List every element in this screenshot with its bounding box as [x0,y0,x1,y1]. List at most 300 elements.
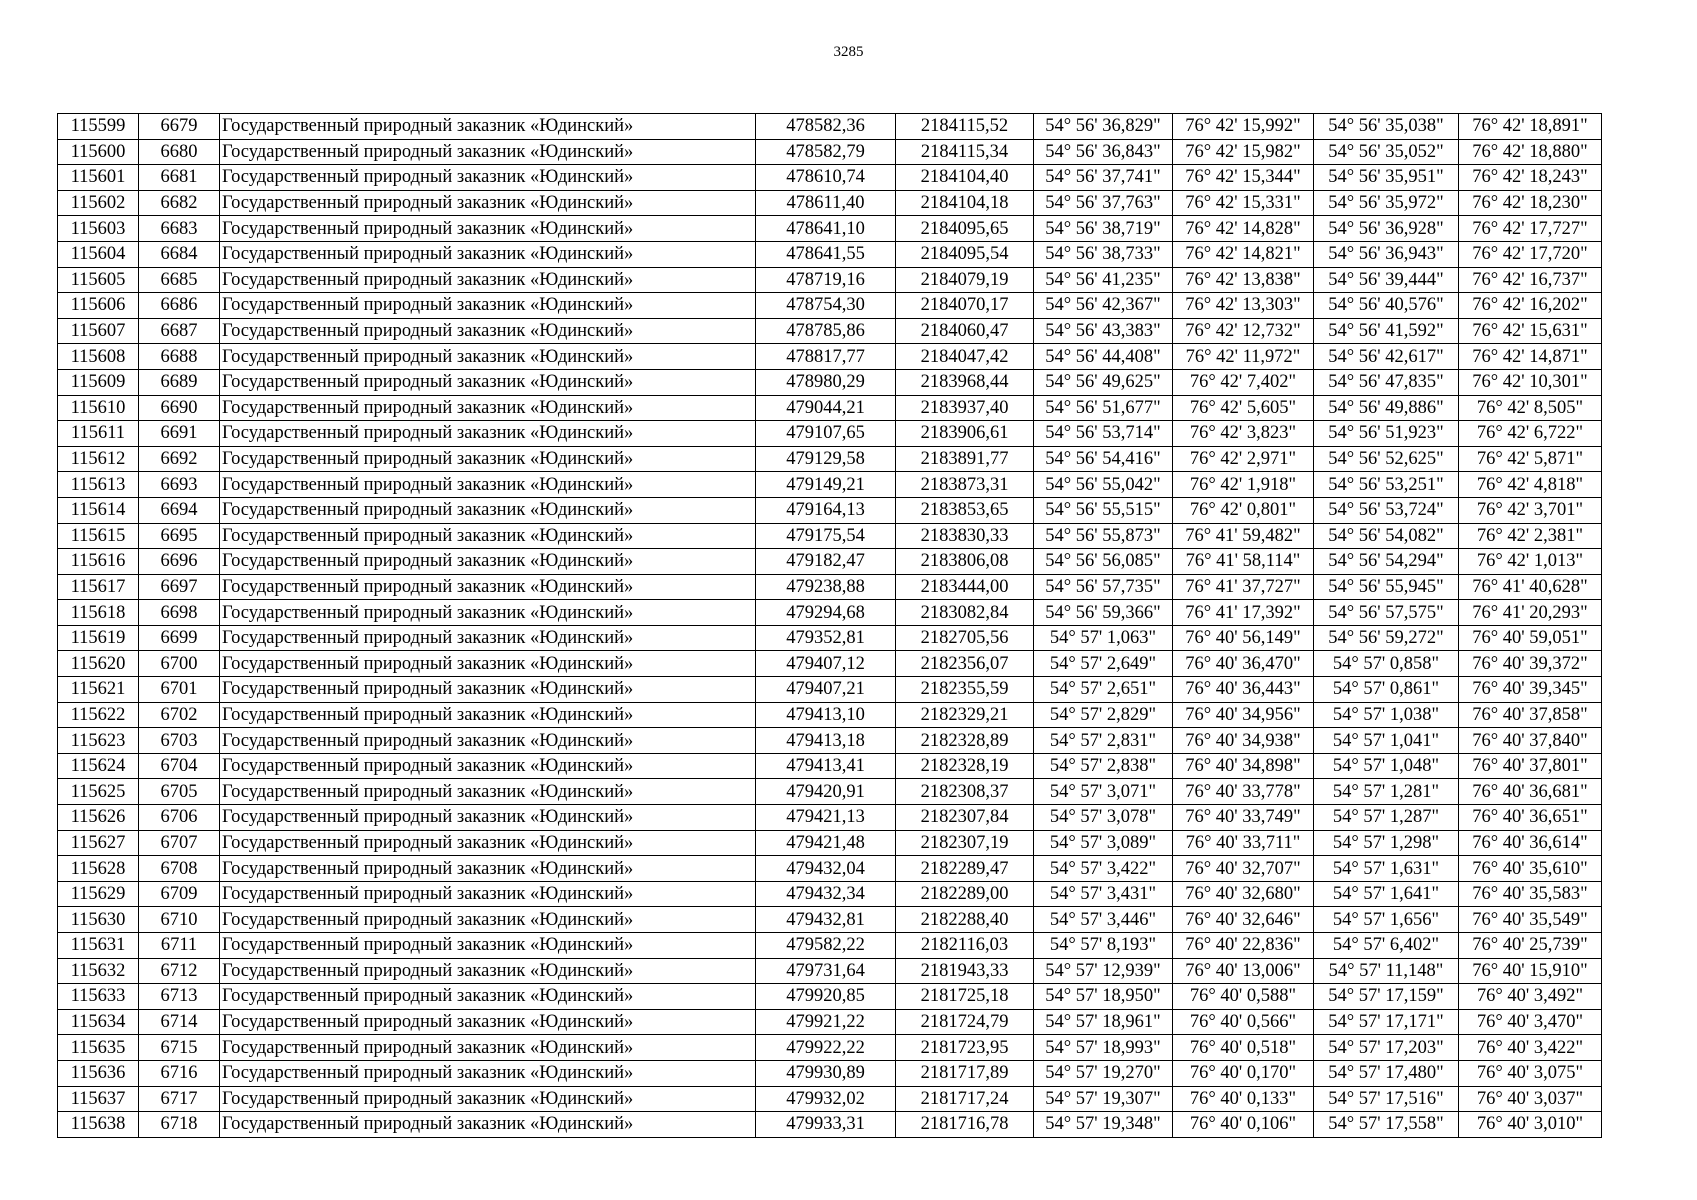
latitude-2-cell: 54° 56' 57,575" [1314,600,1459,626]
x-coordinate-cell: 478817,77 [756,344,896,370]
table-row [58,933,1602,959]
table-row [58,958,1602,984]
y-coordinate-cell: 2183853,65 [896,497,1034,523]
point-number-cell: 6715 [139,1035,220,1061]
longitude-1-cell: 76° 40' 33,778" [1173,779,1314,805]
row-id-cell: 115617 [58,574,139,600]
latitude-2-cell: 54° 56' 36,928" [1314,216,1459,242]
latitude-2-cell: 54° 57' 1,281" [1314,779,1459,805]
latitude-1-cell: 54° 56' 41,235" [1034,267,1173,293]
point-number-cell: 6685 [139,267,220,293]
longitude-1-cell: 76° 42' 15,992" [1173,114,1314,140]
longitude-1-cell: 76° 40' 34,956" [1173,702,1314,728]
latitude-1-cell: 54° 57' 3,071" [1034,779,1173,805]
point-number-cell: 6690 [139,395,220,421]
row-id-cell: 115602 [58,190,139,216]
row-id-cell: 115633 [58,984,139,1010]
latitude-2-cell: 54° 57' 1,038" [1314,702,1459,728]
row-id-cell: 115632 [58,958,139,984]
y-coordinate-cell: 2181717,89 [896,1060,1034,1086]
longitude-1-cell: 76° 42' 0,801" [1173,497,1314,523]
longitude-2-cell: 76° 42' 16,737" [1459,267,1602,293]
longitude-1-cell: 76° 42' 15,331" [1173,190,1314,216]
zone-name-cell: Государственный природный заказник «Юдинский» [220,165,756,191]
latitude-2-cell: 54° 57' 17,558" [1314,1112,1459,1138]
row-id-cell: 115616 [58,549,139,575]
y-coordinate-cell: 2183937,40 [896,395,1034,421]
latitude-1-cell: 54° 56' 42,367" [1034,293,1173,319]
table-row [58,497,1602,523]
zone-name-cell: Государственный природный заказник «Юдинский» [220,114,756,140]
point-number-cell: 6682 [139,190,220,216]
latitude-1-cell: 54° 56' 53,714" [1034,421,1173,447]
longitude-2-cell: 76° 42' 3,701" [1459,497,1602,523]
x-coordinate-cell: 479044,21 [756,395,896,421]
x-coordinate-cell: 479182,47 [756,549,896,575]
y-coordinate-cell: 2182307,84 [896,805,1034,831]
zone-name-cell: Государственный природный заказник «Юдинский» [220,1035,756,1061]
row-id-cell: 115604 [58,241,139,267]
row-id-cell: 115636 [58,1060,139,1086]
longitude-2-cell: 76° 40' 37,858" [1459,702,1602,728]
longitude-2-cell: 76° 40' 3,037" [1459,1086,1602,1112]
latitude-1-cell: 54° 56' 36,843" [1034,139,1173,165]
longitude-2-cell: 76° 40' 3,470" [1459,1009,1602,1035]
row-id-cell: 115603 [58,216,139,242]
latitude-2-cell: 54° 56' 39,444" [1314,267,1459,293]
table-row [58,241,1602,267]
latitude-2-cell: 54° 57' 1,287" [1314,805,1459,831]
row-id-cell: 115625 [58,779,139,805]
longitude-2-cell: 76° 42' 18,891" [1459,114,1602,140]
zone-name-cell: Государственный природный заказник «Юдинский» [220,216,756,242]
latitude-2-cell: 54° 56' 36,943" [1314,241,1459,267]
longitude-1-cell: 76° 40' 0,106" [1173,1112,1314,1138]
latitude-2-cell: 54° 56' 59,272" [1314,625,1459,651]
zone-name-cell: Государственный природный заказник «Юдинский» [220,933,756,959]
latitude-2-cell: 54° 56' 35,038" [1314,114,1459,140]
latitude-2-cell: 54° 56' 35,052" [1314,139,1459,165]
zone-name-cell: Государственный природный заказник «Юдинский» [220,753,756,779]
latitude-2-cell: 54° 56' 41,592" [1314,318,1459,344]
latitude-2-cell: 54° 57' 0,861" [1314,677,1459,703]
zone-name-cell: Государственный природный заказник «Юдинский» [220,600,756,626]
latitude-1-cell: 54° 57' 19,270" [1034,1060,1173,1086]
row-id-cell: 115629 [58,881,139,907]
table-row [58,753,1602,779]
latitude-1-cell: 54° 56' 55,042" [1034,472,1173,498]
latitude-2-cell: 54° 57' 17,171" [1314,1009,1459,1035]
zone-name-cell: Государственный природный заказник «Юдинский» [220,369,756,395]
table-row [58,625,1602,651]
y-coordinate-cell: 2183444,00 [896,574,1034,600]
longitude-1-cell: 76° 42' 14,828" [1173,216,1314,242]
latitude-1-cell: 54° 56' 38,719" [1034,216,1173,242]
longitude-2-cell: 76° 40' 36,681" [1459,779,1602,805]
row-id-cell: 115600 [58,139,139,165]
latitude-1-cell: 54° 57' 19,307" [1034,1086,1173,1112]
zone-name-cell: Государственный природный заказник «Юдинский» [220,1112,756,1138]
latitude-2-cell: 54° 56' 53,724" [1314,497,1459,523]
table-row [58,165,1602,191]
longitude-1-cell: 76° 40' 22,836" [1173,933,1314,959]
x-coordinate-cell: 479413,10 [756,702,896,728]
zone-name-cell: Государственный природный заказник «Юдинский» [220,523,756,549]
x-coordinate-cell: 479921,22 [756,1009,896,1035]
longitude-1-cell: 76° 40' 32,680" [1173,881,1314,907]
zone-name-cell: Государственный природный заказник «Юдинский» [220,805,756,831]
table-row [58,114,1602,140]
y-coordinate-cell: 2182328,19 [896,753,1034,779]
table-row [58,216,1602,242]
zone-name-cell: Государственный природный заказник «Юдинский» [220,267,756,293]
zone-name-cell: Государственный природный заказник «Юдинский» [220,241,756,267]
y-coordinate-cell: 2183082,84 [896,600,1034,626]
latitude-2-cell: 54° 57' 1,631" [1314,856,1459,882]
table-row [58,805,1602,831]
point-number-cell: 6711 [139,933,220,959]
longitude-1-cell: 76° 42' 12,732" [1173,318,1314,344]
longitude-1-cell: 76° 42' 7,402" [1173,369,1314,395]
longitude-1-cell: 76° 40' 36,470" [1173,651,1314,677]
row-id-cell: 115599 [58,114,139,140]
x-coordinate-cell: 479421,48 [756,830,896,856]
x-coordinate-cell: 478980,29 [756,369,896,395]
x-coordinate-cell: 479432,04 [756,856,896,882]
longitude-1-cell: 76° 42' 1,918" [1173,472,1314,498]
longitude-2-cell: 76° 42' 6,722" [1459,421,1602,447]
point-number-cell: 6683 [139,216,220,242]
x-coordinate-cell: 478641,55 [756,241,896,267]
latitude-1-cell: 54° 57' 19,348" [1034,1112,1173,1138]
y-coordinate-cell: 2182356,07 [896,651,1034,677]
table-row [58,600,1602,626]
x-coordinate-cell: 479932,02 [756,1086,896,1112]
zone-name-cell: Государственный природный заказник «Юдинский» [220,446,756,472]
table-row [58,139,1602,165]
latitude-2-cell: 54° 56' 35,972" [1314,190,1459,216]
table-row [58,267,1602,293]
table-row [58,984,1602,1010]
longitude-2-cell: 76° 42' 18,230" [1459,190,1602,216]
latitude-2-cell: 54° 56' 51,923" [1314,421,1459,447]
y-coordinate-cell: 2183968,44 [896,369,1034,395]
row-id-cell: 115612 [58,446,139,472]
latitude-1-cell: 54° 57' 3,446" [1034,907,1173,933]
table-row [58,293,1602,319]
zone-name-cell: Государственный природный заказник «Юдинский» [220,139,756,165]
point-number-cell: 6693 [139,472,220,498]
table-body [58,114,1602,1138]
point-number-cell: 6716 [139,1060,220,1086]
row-id-cell: 115638 [58,1112,139,1138]
latitude-1-cell: 54° 56' 37,741" [1034,165,1173,191]
longitude-2-cell: 76° 40' 36,614" [1459,830,1602,856]
latitude-2-cell: 54° 56' 35,951" [1314,165,1459,191]
longitude-2-cell: 76° 40' 15,910" [1459,958,1602,984]
latitude-1-cell: 54° 56' 44,408" [1034,344,1173,370]
row-id-cell: 115606 [58,293,139,319]
point-number-cell: 6699 [139,625,220,651]
point-number-cell: 6694 [139,497,220,523]
table-row [58,574,1602,600]
x-coordinate-cell: 478719,16 [756,267,896,293]
zone-name-cell: Государственный природный заказник «Юдинский» [220,1009,756,1035]
latitude-2-cell: 54° 57' 1,656" [1314,907,1459,933]
point-number-cell: 6714 [139,1009,220,1035]
table-row [58,779,1602,805]
table-row [58,472,1602,498]
row-id-cell: 115614 [58,497,139,523]
zone-name-cell: Государственный природный заказник «Юдинский» [220,651,756,677]
y-coordinate-cell: 2181716,78 [896,1112,1034,1138]
y-coordinate-cell: 2182116,03 [896,933,1034,959]
x-coordinate-cell: 479294,68 [756,600,896,626]
longitude-1-cell: 76° 42' 14,821" [1173,241,1314,267]
longitude-1-cell: 76° 40' 0,588" [1173,984,1314,1010]
longitude-2-cell: 76° 42' 4,818" [1459,472,1602,498]
longitude-2-cell: 76° 40' 35,583" [1459,881,1602,907]
longitude-2-cell: 76° 41' 40,628" [1459,574,1602,600]
longitude-1-cell: 76° 41' 59,482" [1173,523,1314,549]
y-coordinate-cell: 2183873,31 [896,472,1034,498]
table-row [58,549,1602,575]
x-coordinate-cell: 479407,21 [756,677,896,703]
table-row [58,702,1602,728]
longitude-1-cell: 76° 42' 13,303" [1173,293,1314,319]
x-coordinate-cell: 478754,30 [756,293,896,319]
latitude-1-cell: 54° 57' 3,431" [1034,881,1173,907]
longitude-1-cell: 76° 41' 37,727" [1173,574,1314,600]
zone-name-cell: Государственный природный заказник «Юдинский» [220,395,756,421]
point-number-cell: 6707 [139,830,220,856]
longitude-1-cell: 76° 42' 15,982" [1173,139,1314,165]
x-coordinate-cell: 479922,22 [756,1035,896,1061]
latitude-1-cell: 54° 56' 37,763" [1034,190,1173,216]
x-coordinate-cell: 479407,12 [756,651,896,677]
zone-name-cell: Государственный природный заказник «Юдинский» [220,702,756,728]
latitude-2-cell: 54° 56' 42,617" [1314,344,1459,370]
latitude-1-cell: 54° 57' 3,422" [1034,856,1173,882]
row-id-cell: 115628 [58,856,139,882]
point-number-cell: 6692 [139,446,220,472]
page-number: 3285 [833,44,864,60]
latitude-1-cell: 54° 56' 38,733" [1034,241,1173,267]
zone-name-cell: Государственный природный заказник «Юдинский» [220,984,756,1010]
longitude-1-cell: 76° 42' 13,838" [1173,267,1314,293]
longitude-1-cell: 76° 40' 33,749" [1173,805,1314,831]
y-coordinate-cell: 2181717,24 [896,1086,1034,1112]
longitude-2-cell: 76° 42' 8,505" [1459,395,1602,421]
y-coordinate-cell: 2181724,79 [896,1009,1034,1035]
zone-name-cell: Государственный природный заказник «Юдинский» [220,1060,756,1086]
y-coordinate-cell: 2184060,47 [896,318,1034,344]
y-coordinate-cell: 2183891,77 [896,446,1034,472]
longitude-2-cell: 76° 42' 18,880" [1459,139,1602,165]
table-row [58,1060,1602,1086]
x-coordinate-cell: 479129,58 [756,446,896,472]
y-coordinate-cell: 2182289,47 [896,856,1034,882]
longitude-2-cell: 76° 42' 18,243" [1459,165,1602,191]
longitude-2-cell: 76° 42' 16,202" [1459,293,1602,319]
zone-name-cell: Государственный природный заказник «Юдинский» [220,421,756,447]
x-coordinate-cell: 479149,21 [756,472,896,498]
table-row [58,523,1602,549]
longitude-1-cell: 76° 40' 0,170" [1173,1060,1314,1086]
latitude-2-cell: 54° 56' 47,835" [1314,369,1459,395]
longitude-2-cell: 76° 42' 1,013" [1459,549,1602,575]
zone-name-cell: Государственный природный заказник «Юдинский» [220,677,756,703]
point-number-cell: 6688 [139,344,220,370]
point-number-cell: 6705 [139,779,220,805]
latitude-1-cell: 54° 56' 57,735" [1034,574,1173,600]
x-coordinate-cell: 479413,18 [756,728,896,754]
y-coordinate-cell: 2184070,17 [896,293,1034,319]
latitude-1-cell: 54° 57' 2,838" [1034,753,1173,779]
zone-name-cell: Государственный природный заказник «Юдинский» [220,318,756,344]
point-number-cell: 6702 [139,702,220,728]
y-coordinate-cell: 2184104,40 [896,165,1034,191]
point-number-cell: 6681 [139,165,220,191]
row-id-cell: 115601 [58,165,139,191]
point-number-cell: 6684 [139,241,220,267]
x-coordinate-cell: 478610,74 [756,165,896,191]
latitude-2-cell: 54° 56' 54,082" [1314,523,1459,549]
latitude-1-cell: 54° 56' 43,383" [1034,318,1173,344]
latitude-1-cell: 54° 56' 36,829" [1034,114,1173,140]
latitude-2-cell: 54° 57' 1,298" [1314,830,1459,856]
point-number-cell: 6689 [139,369,220,395]
latitude-2-cell: 54° 57' 17,203" [1314,1035,1459,1061]
latitude-2-cell: 54° 57' 1,641" [1314,881,1459,907]
coordinates-table [57,113,1602,1138]
longitude-2-cell: 76° 42' 5,871" [1459,446,1602,472]
latitude-1-cell: 54° 56' 59,366" [1034,600,1173,626]
x-coordinate-cell: 479933,31 [756,1112,896,1138]
table-row [58,1112,1602,1138]
latitude-1-cell: 54° 57' 18,993" [1034,1035,1173,1061]
row-id-cell: 115613 [58,472,139,498]
row-id-cell: 115608 [58,344,139,370]
row-id-cell: 115626 [58,805,139,831]
point-number-cell: 6679 [139,114,220,140]
zone-name-cell: Государственный природный заказник «Юдинский» [220,881,756,907]
row-id-cell: 115637 [58,1086,139,1112]
longitude-1-cell: 76° 40' 0,133" [1173,1086,1314,1112]
longitude-2-cell: 76° 40' 35,549" [1459,907,1602,933]
x-coordinate-cell: 479582,22 [756,933,896,959]
longitude-1-cell: 76° 41' 17,392" [1173,600,1314,626]
row-id-cell: 115634 [58,1009,139,1035]
longitude-2-cell: 76° 42' 14,871" [1459,344,1602,370]
latitude-2-cell: 54° 57' 6,402" [1314,933,1459,959]
latitude-1-cell: 54° 56' 55,873" [1034,523,1173,549]
table-row [58,907,1602,933]
latitude-1-cell: 54° 56' 56,085" [1034,549,1173,575]
zone-name-cell: Государственный природный заказник «Юдинский» [220,549,756,575]
y-coordinate-cell: 2182308,37 [896,779,1034,805]
longitude-1-cell: 76° 40' 0,518" [1173,1035,1314,1061]
y-coordinate-cell: 2182328,89 [896,728,1034,754]
x-coordinate-cell: 479421,13 [756,805,896,831]
longitude-1-cell: 76° 40' 36,443" [1173,677,1314,703]
latitude-2-cell: 54° 56' 54,294" [1314,549,1459,575]
row-id-cell: 115621 [58,677,139,703]
table-row [58,369,1602,395]
table-row [58,344,1602,370]
latitude-1-cell: 54° 57' 8,193" [1034,933,1173,959]
longitude-2-cell: 76° 40' 36,651" [1459,805,1602,831]
table-row [58,1035,1602,1061]
point-number-cell: 6700 [139,651,220,677]
latitude-1-cell: 54° 57' 12,939" [1034,958,1173,984]
zone-name-cell: Государственный природный заказник «Юдинский» [220,293,756,319]
x-coordinate-cell: 479420,91 [756,779,896,805]
latitude-2-cell: 54° 56' 40,576" [1314,293,1459,319]
row-id-cell: 115630 [58,907,139,933]
latitude-1-cell: 54° 57' 2,831" [1034,728,1173,754]
row-id-cell: 115615 [58,523,139,549]
longitude-2-cell: 76° 40' 3,492" [1459,984,1602,1010]
latitude-1-cell: 54° 56' 49,625" [1034,369,1173,395]
point-number-cell: 6698 [139,600,220,626]
zone-name-cell: Государственный природный заказник «Юдинский» [220,190,756,216]
zone-name-cell: Государственный природный заказник «Юдинский» [220,958,756,984]
x-coordinate-cell: 478582,79 [756,139,896,165]
table-row [58,190,1602,216]
latitude-2-cell: 54° 56' 55,945" [1314,574,1459,600]
table-row [58,830,1602,856]
point-number-cell: 6706 [139,805,220,831]
row-id-cell: 115627 [58,830,139,856]
latitude-2-cell: 54° 57' 0,858" [1314,651,1459,677]
x-coordinate-cell: 478641,10 [756,216,896,242]
row-id-cell: 115609 [58,369,139,395]
longitude-1-cell: 76° 40' 56,149" [1173,625,1314,651]
latitude-2-cell: 54° 57' 17,159" [1314,984,1459,1010]
table-row [58,677,1602,703]
y-coordinate-cell: 2184095,54 [896,241,1034,267]
point-number-cell: 6713 [139,984,220,1010]
y-coordinate-cell: 2184079,19 [896,267,1034,293]
row-id-cell: 115610 [58,395,139,421]
longitude-2-cell: 76° 40' 37,840" [1459,728,1602,754]
longitude-2-cell: 76° 42' 17,727" [1459,216,1602,242]
zone-name-cell: Государственный природный заказник «Юдинский» [220,625,756,651]
x-coordinate-cell: 479920,85 [756,984,896,1010]
longitude-2-cell: 76° 40' 3,422" [1459,1035,1602,1061]
y-coordinate-cell: 2182705,56 [896,625,1034,651]
point-number-cell: 6680 [139,139,220,165]
longitude-2-cell: 76° 42' 15,631" [1459,318,1602,344]
latitude-1-cell: 54° 57' 2,829" [1034,702,1173,728]
x-coordinate-cell: 478611,40 [756,190,896,216]
zone-name-cell: Государственный природный заказник «Юдинский» [220,344,756,370]
point-number-cell: 6691 [139,421,220,447]
row-id-cell: 115620 [58,651,139,677]
latitude-2-cell: 54° 57' 17,480" [1314,1060,1459,1086]
y-coordinate-cell: 2181725,18 [896,984,1034,1010]
y-coordinate-cell: 2182288,40 [896,907,1034,933]
latitude-1-cell: 54° 56' 51,677" [1034,395,1173,421]
y-coordinate-cell: 2184115,34 [896,139,1034,165]
table-row [58,856,1602,882]
longitude-1-cell: 76° 42' 15,344" [1173,165,1314,191]
longitude-2-cell: 76° 40' 59,051" [1459,625,1602,651]
row-id-cell: 115607 [58,318,139,344]
point-number-cell: 6704 [139,753,220,779]
x-coordinate-cell: 479930,89 [756,1060,896,1086]
